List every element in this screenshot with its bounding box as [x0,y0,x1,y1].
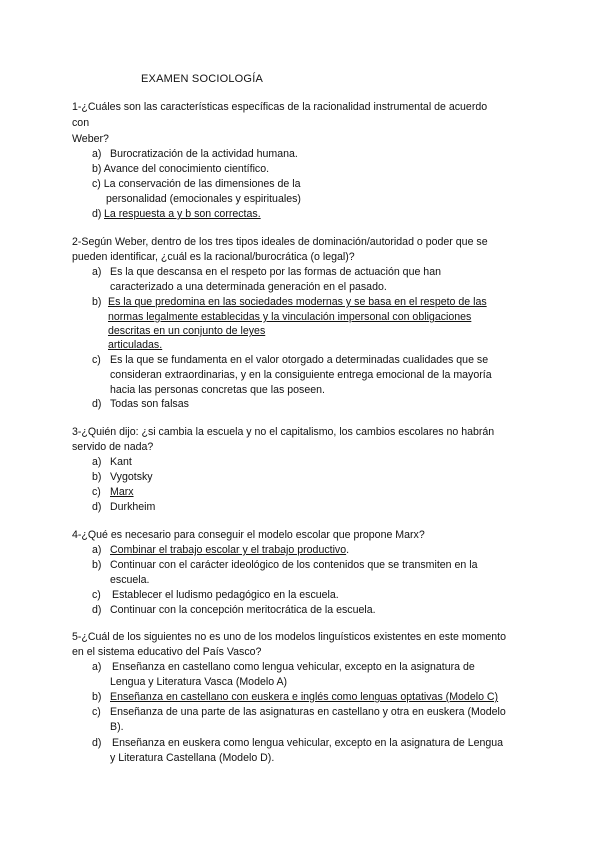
q3-option-c-answer: Marx [110,486,134,498]
q5-option-d-line2: y Literatura Castellana (Modelo D). [110,752,275,764]
q4-option-d-label: d) [92,604,102,616]
q5-option-a-label: a) [92,661,102,673]
q2-text-line2: pueden identificar, ¿cuál es la racional/burocrática (o legal)? [72,251,355,263]
q4-option-c-label: c) [92,589,101,601]
q2-option-b-line3: descritas en un conjunto de leyes [108,325,266,337]
q5-option-c-line1: Enseñanza de una parte de las asignaturas en castellano y otra en euskera (Modelo [110,706,506,718]
q2-option-a-label: a) [92,266,102,278]
q1-option-c-line2: personalidad (emocionales y espirituales) [106,193,301,205]
q5-option-c-line2: B). [110,721,124,733]
q5-option-b-label: b) [92,691,102,703]
q3-option-a-label: a) [92,456,102,468]
q5-option-d-label: d) [92,737,102,749]
q4-option-a-period: . [346,544,350,556]
q3-option-a: Kant [110,456,132,468]
q4-text-line1: 4-¿Qué es necesario para conseguir el modelo escolar que propone Marx? [72,529,425,541]
q2-text-line1: 2-Según Weber, dentro de los tres tipos ideales de dominación/autoridad o poder que se [72,236,488,248]
q5-text-line1: 5-¿Cuál de los siguientes no es uno de los modelos linguísticos existentes en este momento [72,631,506,643]
q5-option-d-line1: Enseñanza en euskera como lengua vehicular, excepto en la asignatura de Lengua [112,737,504,749]
page-title: EXAMEN SOCIOLOGÍA [141,73,263,85]
q1-option-b: b) Avance del conocimiento científico. [92,163,270,175]
q1-option-d-label: d) [92,208,102,220]
q4-option-a-answer: Combinar el trabajo escolar y el trabajo productivo [110,544,347,556]
q2-option-b-line4: articuladas. [108,339,163,351]
q3-option-b-label: b) [92,471,102,483]
q2-option-b-label: b) [92,296,102,308]
q4-option-a-label: a) [92,544,102,556]
q1-option-a-label: a) [92,148,102,160]
q4-option-a-line [110,544,349,557]
q5-option-c-label: c) [92,706,101,718]
q2-option-d: Todas son falsas [110,398,189,410]
q2-option-c-line3: hacia las personas concretas que las poseen. [110,384,325,396]
q2-option-b-line1: Es la que predomina en las sociedades modernas y se basa en el respeto de las [108,296,487,308]
q2-option-c-label: c) [92,354,101,366]
q1-text-line2: con [72,117,90,129]
q2-option-c-line1: Es la que se fundamenta en el valor otorgado a determinadas cualidades que se [110,354,489,366]
q5-option-a-line2: Lengua y Literatura Vasca (Modelo A) [110,676,288,688]
q2-option-a-line1: Es la que descansa en el respeto por las formas de actuación que han [110,266,441,278]
q1-text-line3: Weber? [72,133,109,145]
q4-option-c: Establecer el ludismo pedagógico en la escuela. [112,589,339,601]
q2-option-a-line2: caracterizado a una determinada generación en el pasado. [110,281,387,293]
q5-text-line2: en el sistema educativo del País Vasco? [72,646,262,658]
q4-option-b-line2: escuela. [110,574,150,586]
q5-option-b-answer: Enseñanza en castellano con euskera e inglés como lenguas optativas (Modelo C) [110,691,499,703]
q3-option-d-label: d) [92,501,102,513]
q4-option-b-line1: Continuar con el carácter ideológico de los contenidos que se transmiten en la [110,559,478,571]
q2-option-c-line2: consideran extraordinarias, y en la consiguiente entrega emocional de la mayoría [110,369,492,381]
q1-text-line1: 1-¿Cuáles son las características específicas de la racionalidad instrumental de acuerdo [72,101,488,113]
q1-option-c-line1: c) La conservación de las dimensiones de la [92,178,301,190]
q1-option-d-answer: La respuesta a y b son correctas. [104,208,261,220]
q3-text-line1: 3-¿Quién dijo: ¿si cambia la escuela y no el capitalismo, los cambios escolares no habrán [72,426,495,438]
q4-option-d: Continuar con la concepción meritocrática de la escuela. [110,604,376,616]
q4-option-b-label: b) [92,559,102,571]
q2-option-b-line2: normas legalmente establecidas y la vinculación impersonal con obligaciones [108,311,472,323]
q3-option-c-label: c) [92,486,101,498]
q2-option-d-label: d) [92,398,102,410]
q3-option-d: Durkheim [110,501,156,513]
q3-option-b: Vygotsky [110,471,153,483]
q5-option-a-line1: Enseñanza en castellano como lengua vehicular, excepto en la asignatura de [112,661,475,673]
q1-option-a: Burocratización de la actividad humana. [110,148,298,160]
q3-text-line2: servido de nada? [72,441,154,453]
